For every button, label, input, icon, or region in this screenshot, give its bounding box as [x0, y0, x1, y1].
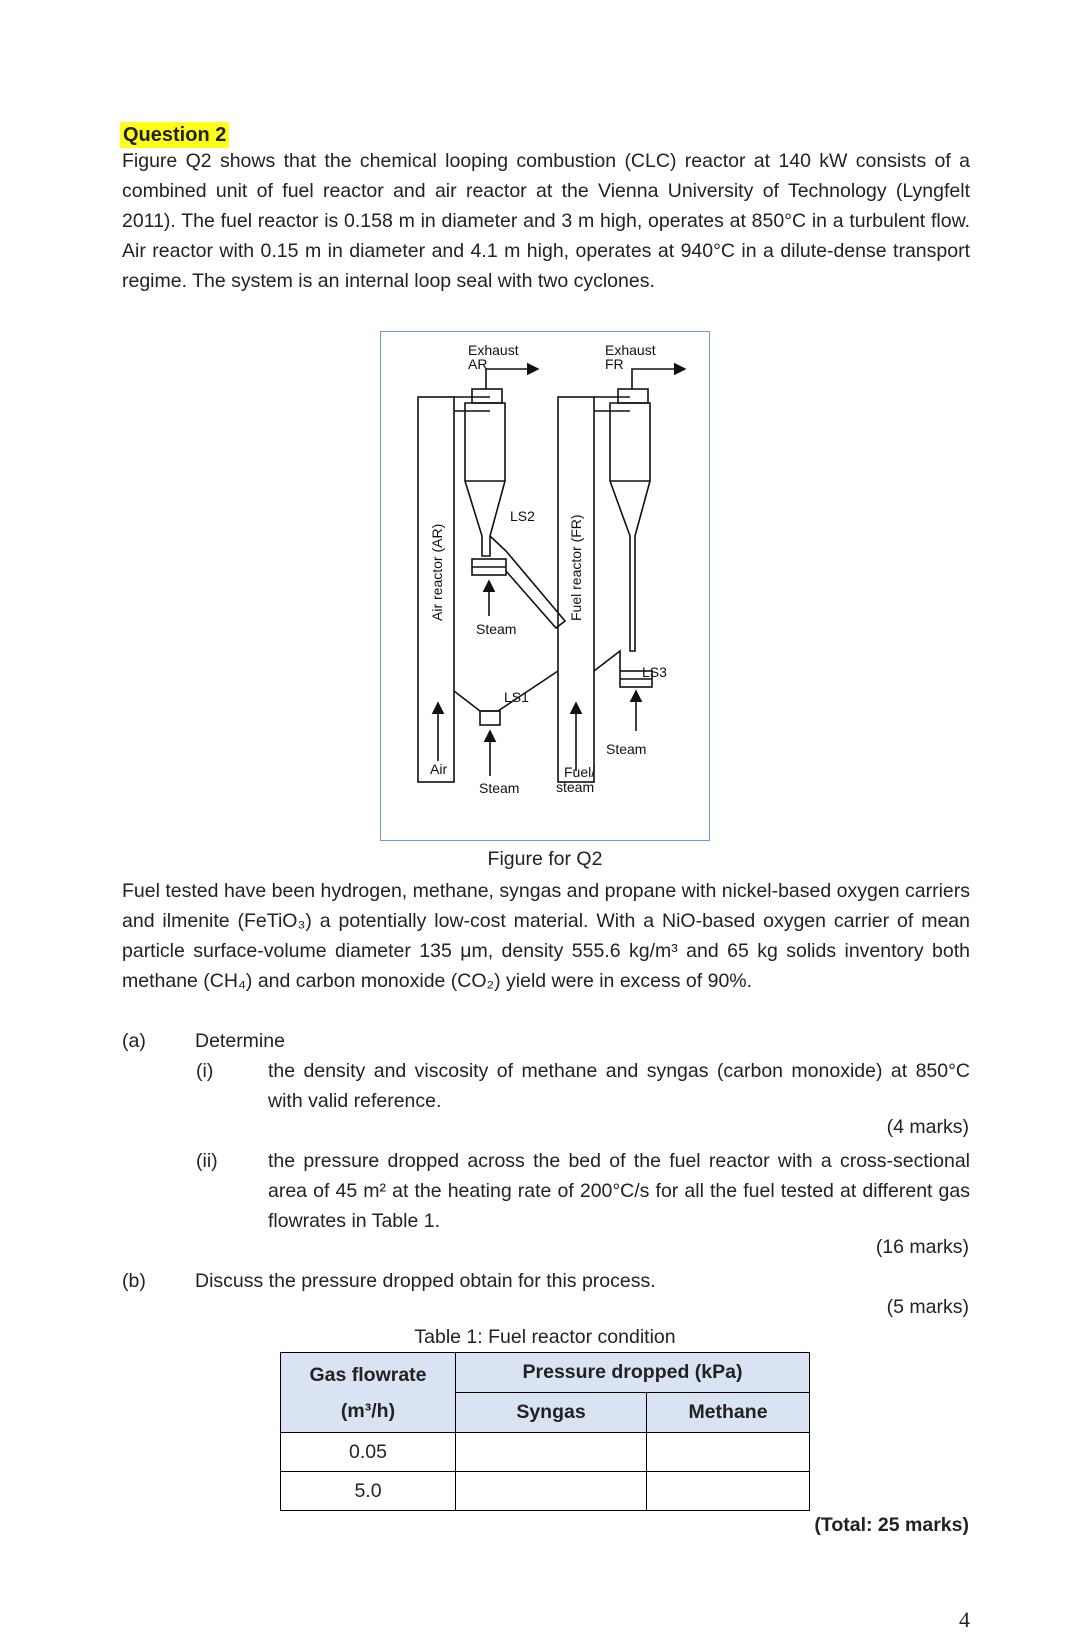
label-ls1: LS1: [503, 688, 529, 705]
part-b-label: (b): [122, 1270, 146, 1292]
part-b-marks: (5 marks): [886, 1296, 969, 1318]
fr-cyclone-outlet: [618, 389, 648, 403]
header-methane: Methane: [647, 1393, 810, 1433]
fuel-reactor-table: [280, 1352, 810, 1511]
cell-flow: 5.0: [281, 1472, 456, 1511]
part-a-text: Determine: [195, 1030, 285, 1052]
question-title: Question 2: [120, 122, 229, 148]
cell-syngas: [456, 1472, 647, 1511]
label-fuel-steam: steam: [555, 778, 594, 795]
table-row: [281, 1433, 810, 1472]
fr-cyclone: [610, 403, 650, 651]
ar-cyclone: [465, 403, 505, 556]
part-a-i-label: (i): [196, 1060, 214, 1082]
label-fuel-reactor: Fuel reactor (FR): [567, 513, 584, 621]
label-exhaust-ar-2: AR: [467, 355, 487, 372]
label-ls3: LS3: [641, 663, 667, 680]
header-syngas: Syngas: [456, 1393, 647, 1433]
table-row: [281, 1472, 810, 1511]
part-a-ii-marks: (16 marks): [875, 1236, 969, 1258]
clc-reactor-diagram: [380, 331, 710, 841]
part-a-label: (a): [122, 1030, 146, 1052]
table-caption: Table 1: Fuel reactor condition: [414, 1326, 676, 1348]
label-exhaust-fr-2: FR: [604, 355, 624, 372]
part-a-i-marks: (4 marks): [886, 1116, 969, 1138]
label-air: Air: [429, 760, 447, 777]
page-number: 4: [959, 1607, 970, 1632]
total-marks: (Total: 25 marks): [814, 1514, 969, 1536]
label-air-reactor: Air reactor (AR): [428, 523, 445, 621]
header-pressure-dropped: Pressure dropped (kPa): [456, 1353, 810, 1393]
label-steam-ls2: Steam: [475, 620, 516, 637]
cell-methane: [647, 1472, 810, 1511]
part-a-i-text: the density and viscosity of methane and syngas (carbon monoxide) at 850°C with valid reference.: [268, 1060, 970, 1112]
part-b-text: Discuss the pressure dropped obtain for this process.: [195, 1270, 656, 1292]
question-intro: Figure Q2 shows that the chemical looping combustion (CLC) reactor at 140 kW consists of a combined unit of fuel reactor and air reactor at the Vienna University of Technology (Lyngfelt 2011). The fuel reactor is 0.158 m in diameter and 3 m high, operates at 850°C in a turbulent flow. Air reactor with 0.15 m in diameter and 4.1 m high, operates at 940°C in a dilute-dense transport regime. The system is an internal loop seal with two cyclones.: [122, 150, 970, 292]
ar-cyclone-outlet: [472, 389, 502, 403]
label-steam-bottom: Steam: [478, 779, 519, 796]
cell-methane: [647, 1433, 810, 1472]
figure-box: [380, 331, 710, 841]
cell-flow: 0.05: [281, 1433, 456, 1472]
label-fuel: Fuel/: [563, 763, 595, 780]
part-a-ii-text: the pressure dropped across the bed of the fuel reactor with a cross-sectional area of 45 m² at the heating rate of 200°C/s for all the fuel tested at different gas flowrates in Table 1.: [268, 1150, 970, 1232]
label-exhaust-fr: Exhaust: [604, 341, 656, 358]
label-exhaust-ar: Exhaust: [467, 341, 519, 358]
label-steam-ls3: Steam: [605, 740, 646, 757]
cell-syngas: [456, 1433, 647, 1472]
part-a-ii-label: (ii): [196, 1150, 218, 1172]
fuel-paragraph: Fuel tested have been hydrogen, methane, syngas and propane with nickel-based oxygen carriers and ilmenite (FeTiO₃) a potentially low-cost material. With a NiO-based oxygen carrier of mean particle surface-volume diameter 135 μm, density 555.6 kg/m³ and 65 kg solids inventory both methane (CH₄) and carbon monoxide (CO₂) yield were in excess of 90%.: [122, 880, 970, 992]
label-ls2: LS2: [509, 507, 535, 524]
header-gas-flowrate: Gas flowrate (m³/h): [281, 1353, 456, 1433]
figure-caption: Figure for Q2: [487, 848, 603, 870]
